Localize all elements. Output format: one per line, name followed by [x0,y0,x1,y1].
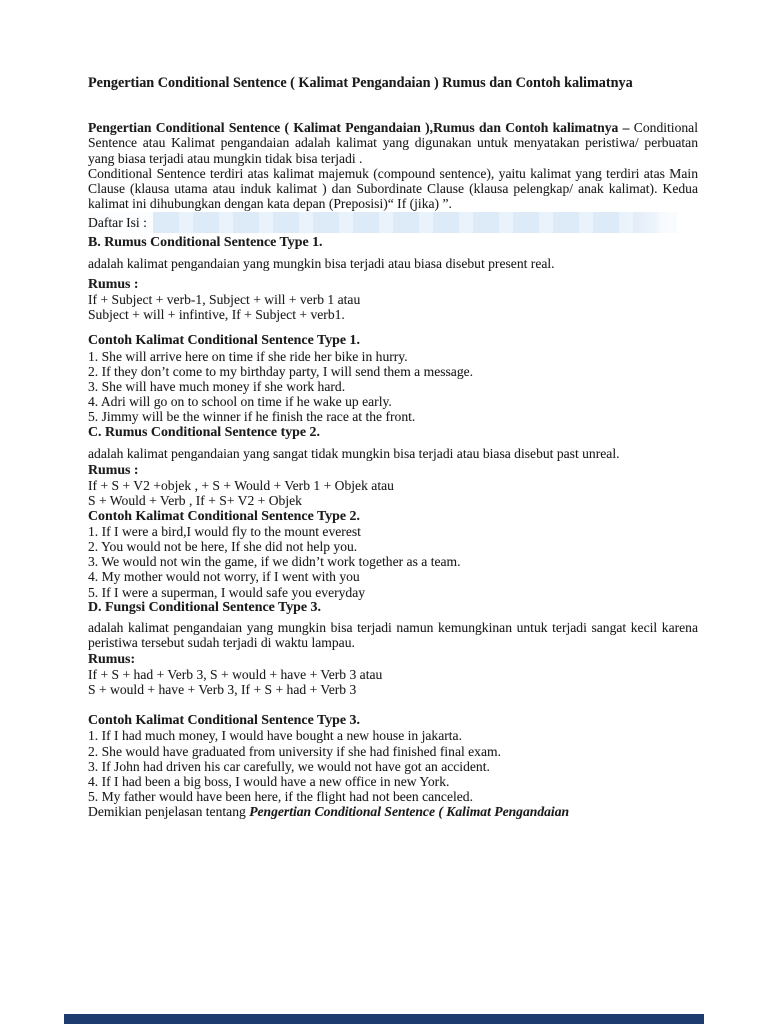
closing-bold-italic: Pengertian Conditional Sentence ( Kalimat Pengandaian [249,804,570,820]
formula-line: S + Would + Verb , If + S+ V2 + Objek [88,493,302,509]
formula-line: If + Subject + verb-1, Subject + will + verb 1 atau [88,292,361,308]
list-item: 2. She would have graduated from university if she had finished final exam. [88,743,501,759]
list-item: 4. Adri will go on to school on time if he wake up early. [88,394,392,410]
page-title: Pengertian Conditional Sentence ( Kalimat Pengandaian ) Rumus dan Contoh kalimatnya [88,75,633,91]
intro-paragraph-2: Conditional Sentence terdiri atas kalimat majemuk (compound sentence), yaitu kalimat yang terdiri atas Main Clause (klausa utama atau induk kalimat ) dan Subordinate Clause (klausa pelengkap/ anak kalimat). Kedua kalimat ini dihubungkan dengan kata depan (Preposisi)“ If (jika) ”. [88,165,698,212]
list-item: 4. My mother would not worry, if I went with you [88,569,360,585]
contoh-type1-list [88,349,698,425]
heading-contoh-type3: Contoh Kalimat Conditional Sentence Type 3. [88,713,360,729]
daftar-isi-label: Daftar Isi : [88,212,153,233]
heading-rumus-type1: B. Rumus Conditional Sentence Type 1. [88,235,323,251]
list-item: 1. If I had much money, I would have bought a new house in jakarta. [88,728,462,744]
heading-contoh-type2: Contoh Kalimat Conditional Sentence Type 2. [88,508,360,524]
contoh-type3-list [88,728,698,804]
closing-line [88,804,698,819]
formula-line: If + S + V2 +objek , + S + Would + Verb 1 + Objek atau [88,478,394,494]
list-item: 2. If they don’t come to my birthday party, I will send them a message. [88,363,474,379]
daftar-isi-row [88,212,698,233]
rumus-label-type1: Rumus : [88,276,139,292]
daftar-isi-highlight-band [153,212,677,233]
intro-lead-bold: Pengertian Conditional Sentence ( Kalimat Pengandaian ),Rumus dan Contoh kalimatnya – [88,120,634,136]
formula-line: S + would + have + Verb 3, If + S + had + Verb 3 [88,681,357,697]
list-item: 5. Jimmy will be the winner if he finish the race at the front. [88,409,416,425]
rumus-block-type3 [88,652,698,698]
heading-contoh-type1: Contoh Kalimat Conditional Sentence Type 1. [88,333,360,349]
intro-lead-rest: Conditional Sentence atau Kalimat pengandaian adalah kalimat yang digunakan untuk menyatakan peristiwa/ perbuatan yang biasa terjadi atau mungkin tidak bisa terjadi . [88,120,698,166]
rumus-label-type2: Rumus : [88,463,139,479]
intro-paragraph [88,120,698,166]
document-content [88,76,698,820]
list-item: 3. If John had driven his car carefully, we would not have got an accident. [88,758,490,774]
list-item: 2. You would not be here, If she did not help you. [88,539,358,555]
closing-regular: Demikian penjelasan tentang [88,804,250,820]
list-item: 5. My father would have been here, if the flight had not been canceled. [88,789,474,805]
heading-fungsi-type3: D. Fungsi Conditional Sentence Type 3. [88,599,321,615]
desc-type3: adalah kalimat pengandaian yang mungkin bisa terjadi namun kemungkinan untuk terjadi sangat kecil karena peristiwa tersebut sudah terjadi di waktu lampau. [88,620,698,651]
list-item: 1. She will arrive here on time if she ride her bike in hurry. [88,348,408,364]
rumus-block-type1 [88,277,698,323]
desc-type2: adalah kalimat pengandaian yang sangat tidak mungkin bisa terjadi atau biasa disebut past unreal. [88,445,620,461]
list-item: 4. If I had been a big boss, I would have a new office in new York. [88,773,450,789]
rumus-label-type3: Rumus: [88,651,136,667]
list-item: 1. If I were a bird,I would fly to the mount everest [88,523,361,539]
formula-line: Subject + will + infintive, If + Subject + verb1. [88,307,345,323]
rumus-block-type2 [88,463,698,509]
list-item: 3. We would not win the game, if we didn’t work together as a team. [88,554,461,570]
contoh-type2-list [88,524,698,600]
list-item: 5. If I were a superman, I would safe you everyday [88,584,366,600]
next-page-top-bar [64,1014,704,1024]
formula-line: If + S + had + Verb 3, S + would + have + Verb 3 atau [88,666,383,682]
desc-type1: adalah kalimat pengandaian yang mungkin bisa terjadi atau biasa disebut present real. [88,255,555,271]
list-item: 3. She will have much money if she work hard. [88,379,346,395]
heading-rumus-type2: C. Rumus Conditional Sentence type 2. [88,424,320,440]
